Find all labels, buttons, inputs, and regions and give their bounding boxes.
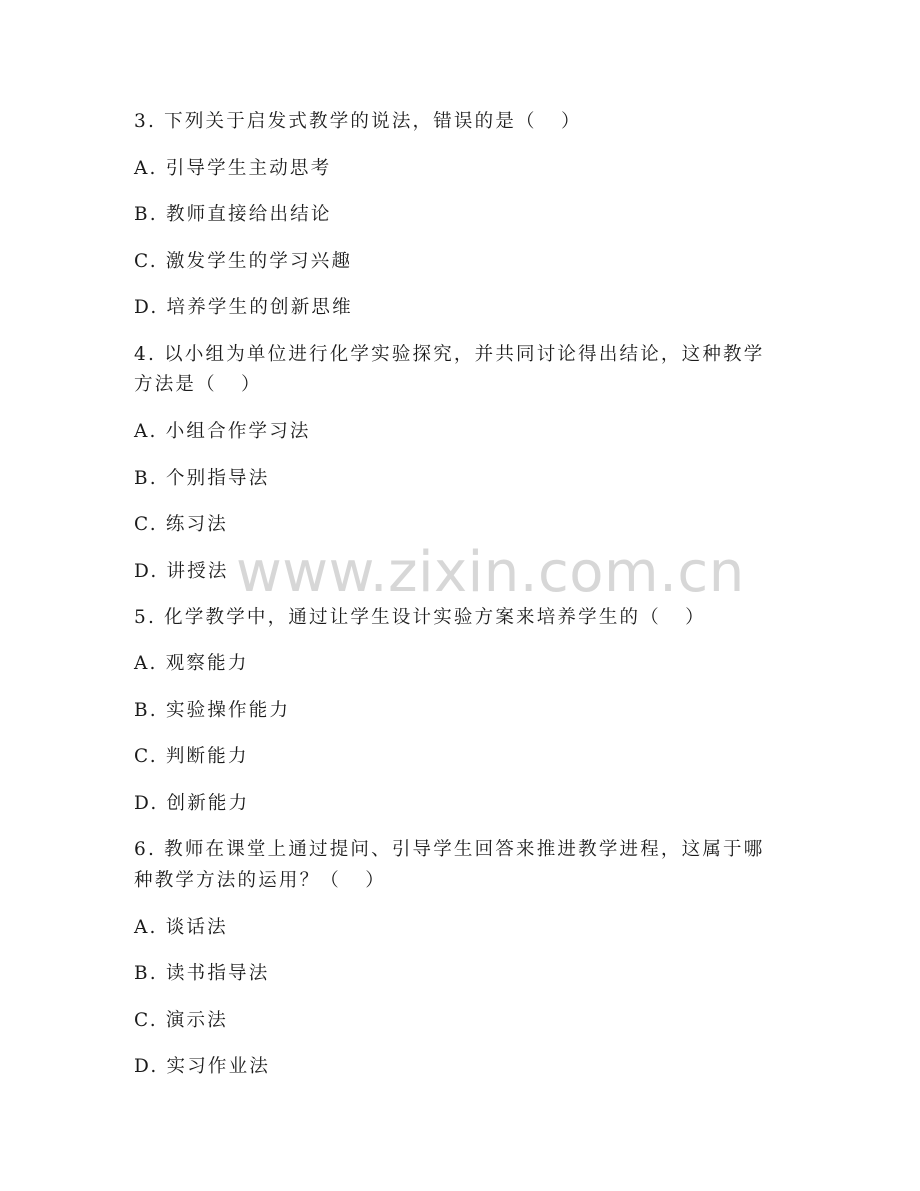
watermark: www.zixin.com.cn [236,540,745,605]
question-5-option-d: D. 创新能力 [134,793,250,814]
question-4-option-d: D. 讲授法 [134,561,229,582]
question-5-option-c: C. 判断能力 [134,746,249,767]
question-4-option-b: B. 个别指导法 [134,468,270,489]
question-4-stem-line-1: 4. 以小组为单位进行化学实验探究，并共同讨论得出结论，这种教学 [134,344,765,365]
question-6-stem-line-2: 种教学方法的运用？（ ） [134,870,386,891]
question-3-option-d: D. 培养学生的创新思维 [134,297,353,318]
question-5-option-a: A. 观察能力 [134,653,249,674]
question-3-stem: 3. 下列关于启发式教学的说法，错误的是（ ） [134,111,582,132]
question-6-stem-line-1: 6. 教师在课堂上通过提问、引导学生回答来推进教学进程，这属于哪 [134,839,765,860]
question-6-option-d: D. 实习作业法 [134,1056,271,1077]
question-3-option-b: B. 教师直接给出结论 [134,204,332,225]
question-3-option-c: C. 激发学生的学习兴趣 [134,251,353,272]
question-5-stem: 5. 化学教学中，通过让学生设计实验方案来培养学生的（ ） [134,607,706,628]
question-6-option-b: B. 读书指导法 [134,963,270,984]
question-6-option-c: C. 演示法 [134,1010,228,1031]
question-6-option-a: A. 谈话法 [134,917,228,938]
question-4-stem-line-2: 方法是（ ） [134,374,262,395]
question-4-option-c: C. 练习法 [134,514,228,535]
question-5-option-b: B. 实验操作能力 [134,700,291,721]
question-4-option-a: A. 小组合作学习法 [134,421,311,442]
question-3-option-a: A. 引导学生主动思考 [134,158,332,179]
